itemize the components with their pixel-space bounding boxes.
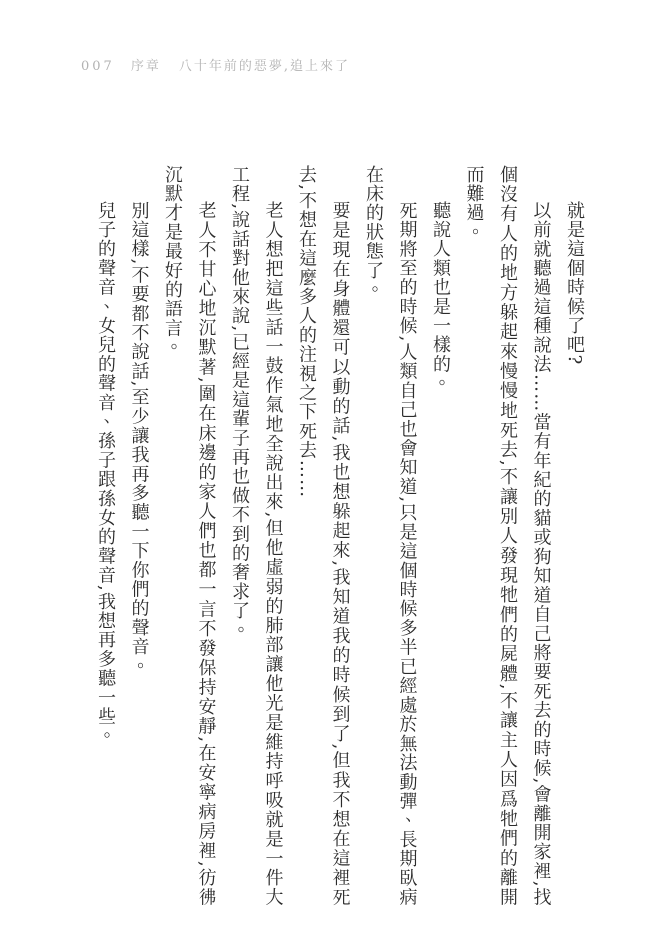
chapter-label: 序章 bbox=[130, 59, 161, 74]
paragraph: 老人想把這些話一鼓作氣地全說出來,但他虛弱的肺部讓他光是維持呼吸就是一件大工程,說話對他來說,已經是這輩子再也做不到的奢求了。 bbox=[229, 165, 284, 907]
paragraph: 兒子的聲音、女兒的聲音、孫子跟孫女的聲音,我想再多聽一些。 bbox=[95, 201, 116, 746]
paragraph: 老人不甘心地沉默著,圍在床邊的家人們也都一言不發保持安靜,在安寧病房裡,彷彿沉默才是最好的語言。 bbox=[162, 165, 217, 907]
body-text bbox=[89, 165, 592, 907]
paragraph: 聽說人類也是一樣的。 bbox=[430, 201, 451, 393]
paragraph: 別這樣,不要都不說話,至少讓我再多聽一下你們的聲音。 bbox=[128, 201, 150, 676]
paragraph: 要是現在身體還可以動的話,我也想躲起來,我知道我的時候到了,但我不想在這裡死去,不想在這麼多人的注視之下死去…… bbox=[296, 165, 351, 907]
paragraph: 以前就聽過這種說法……當有年紀的貓或狗知道自己將要死去的時候,會離開家裡,找個沒有人的地方躲起來慢慢地死去,不讓別人發現牠們的屍體,不讓主人因爲牠們的離開而難過。 bbox=[463, 165, 552, 907]
paragraph: 就是這個時候了吧? bbox=[564, 201, 585, 366]
chapter-title: 八十年前的惡夢,追上來了 bbox=[178, 59, 350, 74]
paragraph: 死期將至的時候,人類自己也會知道,只是這個時候多半已經處於無法動彈、長期臥病在床的狀態了。 bbox=[363, 165, 418, 907]
running-head bbox=[81, 59, 350, 75]
page-number: 007 bbox=[81, 59, 115, 74]
